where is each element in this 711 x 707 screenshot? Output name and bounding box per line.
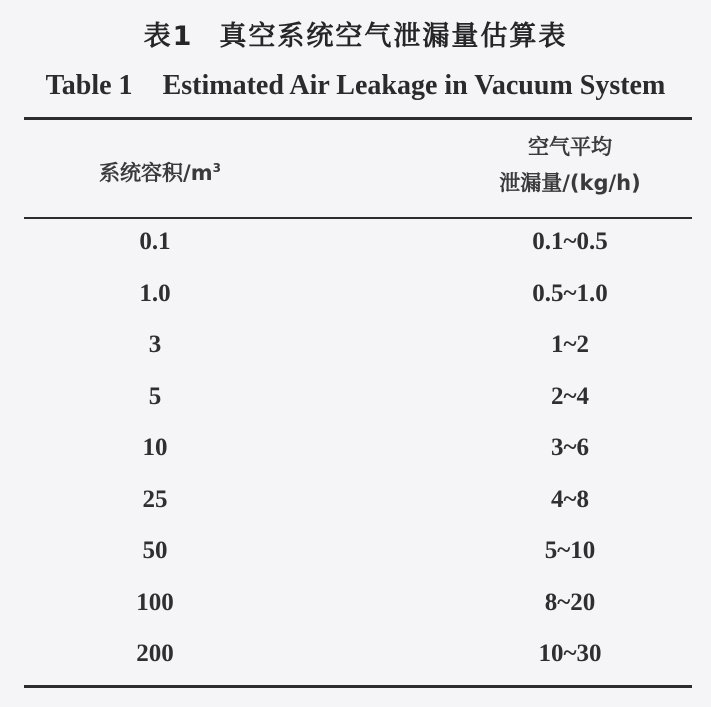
volume-cell: 1.0 bbox=[139, 279, 171, 307]
table-row bbox=[0, 222, 711, 274]
volume-cell: 10 bbox=[142, 434, 168, 461]
column-header-leakage-line2: 泄漏量/(kg/h) bbox=[499, 170, 641, 195]
volume-cell: 3 bbox=[148, 331, 162, 358]
table-number-english: Table 1 bbox=[45, 70, 133, 101]
leakage-cell: 0.5~1.0 bbox=[532, 279, 608, 307]
volume-cell: 50 bbox=[142, 537, 168, 564]
table-row bbox=[0, 531, 711, 583]
leakage-cell: 0.1~0.5 bbox=[532, 228, 608, 255]
table-title-english bbox=[0, 70, 711, 102]
column-header-leakage bbox=[470, 130, 670, 201]
leakage-cell: 10~30 bbox=[538, 640, 602, 667]
table-caption-english: Estimated Air Leakage in Vacuum System bbox=[162, 70, 666, 101]
volume-cell: 5 bbox=[148, 382, 162, 410]
leakage-cell: 2~4 bbox=[550, 382, 589, 410]
table-bottom-rule bbox=[24, 685, 692, 688]
column-header-volume bbox=[60, 156, 260, 192]
leakage-cell: 1~2 bbox=[550, 331, 589, 358]
volume-cell: 0.1 bbox=[139, 228, 171, 255]
table-row bbox=[0, 480, 711, 532]
leakage-cell: 5~10 bbox=[544, 537, 596, 564]
table-row bbox=[0, 377, 711, 429]
table-top-rule bbox=[24, 117, 692, 120]
table-row bbox=[0, 583, 711, 635]
table-title-chinese bbox=[0, 14, 711, 53]
column-header-leakage-line1: 空气平均 bbox=[528, 135, 612, 159]
volume-cell: 25 bbox=[142, 485, 168, 513]
leakage-cell: 8~20 bbox=[544, 588, 596, 616]
column-header-volume-unit-exponent: 3 bbox=[212, 161, 221, 175]
volume-cell: 100 bbox=[136, 588, 174, 616]
table-caption-chinese: 真空系统空气泄漏量估算表 bbox=[219, 21, 568, 52]
leakage-cell: 3~6 bbox=[550, 434, 589, 461]
table-row bbox=[0, 634, 711, 686]
table-row bbox=[0, 325, 711, 377]
leakage-cell: 4~8 bbox=[550, 485, 589, 513]
volume-cell: 200 bbox=[136, 640, 174, 667]
table-number-chinese: 表1 bbox=[143, 21, 194, 52]
table-body bbox=[0, 222, 711, 686]
column-header-volume-label: 系统容积/m bbox=[99, 161, 213, 185]
table-row bbox=[0, 274, 711, 326]
table-row bbox=[0, 428, 711, 480]
table-header-rule bbox=[24, 217, 692, 219]
